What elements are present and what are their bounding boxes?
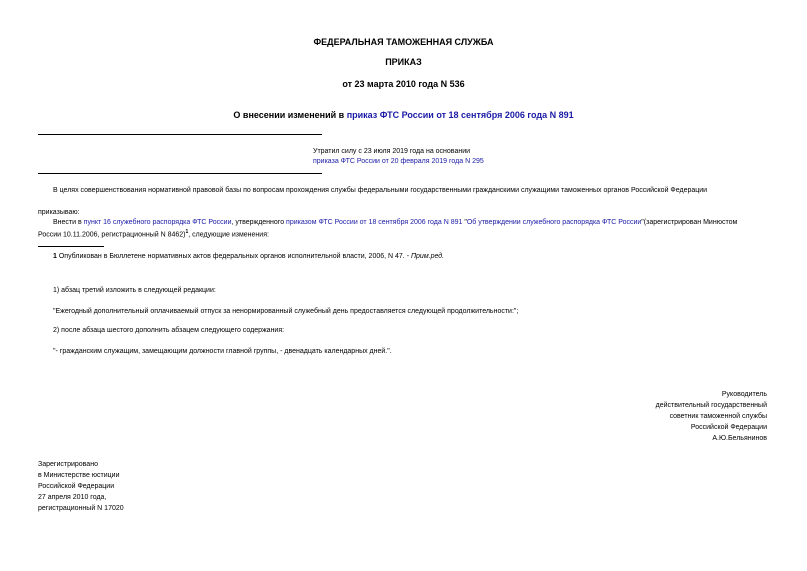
footnote-note: Прим.ред. (410, 253, 445, 260)
order-word: приказываю: (38, 209, 80, 216)
p1-link-clause[interactable]: пункт 16 служебного распорядка ФТС России (83, 219, 232, 226)
divider-bottom (38, 173, 322, 174)
registration-line: Российской Федерации (38, 483, 115, 490)
p1-text-c: " (462, 219, 467, 226)
quote-1: "Ежегодный дополнительный оплачиваемый отпуск за ненормированный служебный день предоставляется следующей продолжительности:"; (53, 308, 519, 315)
doc-type: ПРИКАЗ (385, 57, 422, 67)
footnote-divider (38, 246, 104, 247)
footnote-ref[interactable]: 1 (185, 229, 189, 235)
registration-line: регистрационный N 17020 (38, 505, 124, 512)
doc-date-number: от 23 марта 2010 года N 536 (342, 79, 465, 89)
notice-link[interactable]: приказа ФТС России от 20 февраля 2019 года N 295 (313, 158, 484, 165)
item-1: 1) абзац третий изложить в следующей редакции: (53, 287, 216, 294)
notice-line: Утратил силу с 23 июля 2019 года на основании (313, 148, 471, 155)
item-2: 2) после абзаца шестого дополнить абзацем следующего содержания: (53, 327, 285, 334)
quote-2: "- гражданским служащим, замещающим должности главной группы, - двенадцать календарных дней.". (53, 348, 392, 355)
p1-link-title[interactable]: Об утверждении служебного распорядка ФТС России (466, 219, 642, 226)
p1-line2-a: России 10.11.2006, регистрационный N 8462) (38, 231, 186, 239)
signature-line: действительный государственный (655, 402, 767, 409)
registration-line: Зарегистрировано (38, 461, 98, 468)
paragraph-1-line-2 (38, 229, 269, 238)
divider-top (38, 134, 322, 135)
p1-line2-b: , следующие изменения: (188, 231, 269, 239)
subject-prefix: О внесении изменений в (233, 110, 347, 120)
signature-line: Российской Федерации (690, 424, 767, 431)
footnote (53, 253, 444, 260)
signature-line: А.Ю.Бельянинов (712, 435, 767, 442)
subject-link[interactable]: приказ ФТС России от 18 сентября 2006 года N 891 (346, 110, 574, 120)
p1-text-b: , утвержденного (231, 219, 287, 226)
footnote-text: Опубликован в Бюллетене нормативных актов федеральных органов исполнительной власти, 2006, N 47. - (56, 253, 411, 260)
p1-text-a: Внести в (53, 219, 84, 226)
agency-title: ФЕДЕРАЛЬНАЯ ТАМОЖЕННАЯ СЛУЖБА (313, 37, 494, 47)
signature-line: советник таможенной службы (669, 413, 767, 420)
signature-block (656, 389, 767, 444)
footnote-num: 1 (53, 253, 57, 260)
preamble: В целях совершенствования нормативной правовой базы по вопросам прохождения службы федеральными государственными гражданскими служащими таможенных органов Российской Федерации (53, 187, 708, 194)
registration-line: в Министерстве юстиции (38, 472, 120, 479)
doc-subject (0, 110, 807, 120)
p1-text-d: "(зарегистрирован Минюстом (641, 219, 738, 226)
signature-line: Руководитель (721, 391, 767, 398)
p1-link-order[interactable]: приказом ФТС России от 18 сентября 2006 года N 891 (286, 219, 463, 226)
registration-line: 27 апреля 2010 года, (38, 494, 107, 501)
paragraph-1-line-1 (53, 219, 737, 226)
registration-block (38, 459, 124, 514)
